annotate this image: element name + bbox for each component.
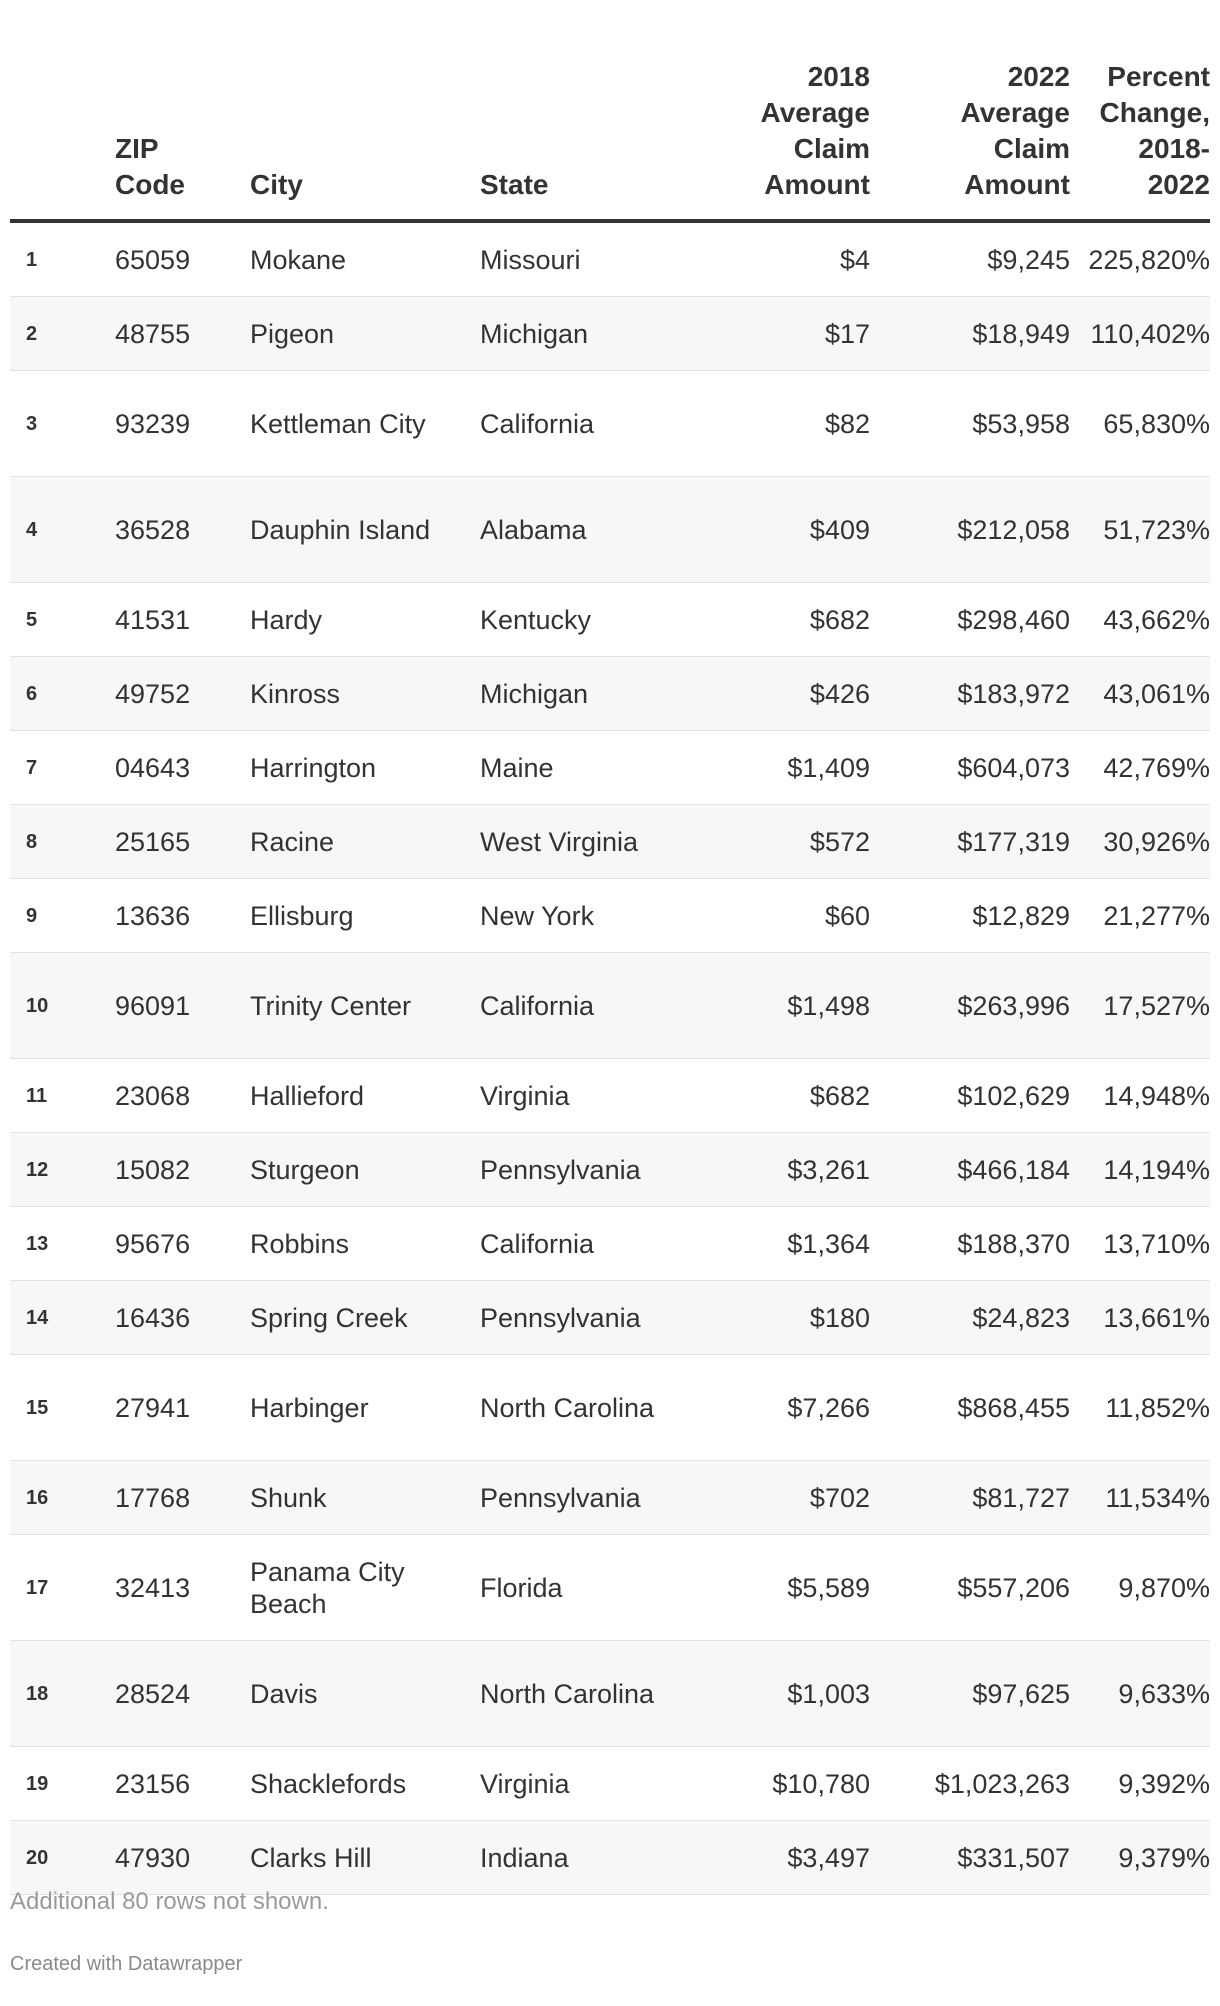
cell-city: Sturgeon xyxy=(250,1133,480,1207)
cell-state: Pennsylvania xyxy=(480,1281,710,1355)
cell-claim-2022: $298,460 xyxy=(870,583,1070,657)
cell-state: North Carolina xyxy=(480,1641,710,1747)
cell-claim-2018: $1,498 xyxy=(710,953,870,1059)
cell-rank: 8 xyxy=(10,805,105,879)
cell-claim-2018: $60 xyxy=(710,879,870,953)
cell-zip-code: 16436 xyxy=(105,1281,250,1355)
cell-city: Robbins xyxy=(250,1207,480,1281)
cell-state: Indiana xyxy=(480,1821,710,1895)
cell-state: Florida xyxy=(480,1535,710,1641)
table-row xyxy=(10,1747,1210,1821)
cell-percent-change: 51,723% xyxy=(1070,477,1210,583)
cell-claim-2018: $572 xyxy=(710,805,870,879)
cell-zip-code: 23156 xyxy=(105,1747,250,1821)
cell-rank: 15 xyxy=(10,1355,105,1461)
cell-claim-2018: $10,780 xyxy=(710,1747,870,1821)
cell-claim-2022: $24,823 xyxy=(870,1281,1070,1355)
cell-claim-2018: $426 xyxy=(710,657,870,731)
cell-claim-2018: $4 xyxy=(710,221,870,297)
cell-claim-2018: $3,497 xyxy=(710,1821,870,1895)
cell-rank: 6 xyxy=(10,657,105,731)
cell-claim-2018: $1,409 xyxy=(710,731,870,805)
cell-rank: 4 xyxy=(10,477,105,583)
cell-rank: 5 xyxy=(10,583,105,657)
cell-percent-change: 11,534% xyxy=(1070,1461,1210,1535)
cell-zip-code: 49752 xyxy=(105,657,250,731)
cell-state: Virginia xyxy=(480,1059,710,1133)
cell-claim-2022: $177,319 xyxy=(870,805,1070,879)
cell-claim-2018: $180 xyxy=(710,1281,870,1355)
cell-claim-2022: $81,727 xyxy=(870,1461,1070,1535)
cell-claim-2018: $17 xyxy=(710,297,870,371)
cell-zip-code: 17768 xyxy=(105,1461,250,1535)
cell-zip-code: 25165 xyxy=(105,805,250,879)
cell-zip-code: 93239 xyxy=(105,371,250,477)
cell-zip-code: 27941 xyxy=(105,1355,250,1461)
cell-rank: 12 xyxy=(10,1133,105,1207)
cell-percent-change: 13,710% xyxy=(1070,1207,1210,1281)
cell-zip-code: 23068 xyxy=(105,1059,250,1133)
cell-rank: 14 xyxy=(10,1281,105,1355)
cell-rank: 7 xyxy=(10,731,105,805)
cell-percent-change: 17,527% xyxy=(1070,953,1210,1059)
cell-state: Pennsylvania xyxy=(480,1133,710,1207)
table-row xyxy=(10,1355,1210,1461)
claims-table xyxy=(10,0,1210,1895)
header-2018-average-claim[interactable]: 2018 Average Claim Amount xyxy=(710,0,870,221)
table-row xyxy=(10,657,1210,731)
cell-percent-change: 14,948% xyxy=(1070,1059,1210,1133)
cell-state: Kentucky xyxy=(480,583,710,657)
cell-rank: 16 xyxy=(10,1461,105,1535)
cell-claim-2022: $1,023,263 xyxy=(870,1747,1070,1821)
cell-city: Pigeon xyxy=(250,297,480,371)
header-row xyxy=(10,0,1210,221)
cell-state: Pennsylvania xyxy=(480,1461,710,1535)
cell-state: Michigan xyxy=(480,297,710,371)
cell-claim-2018: $5,589 xyxy=(710,1535,870,1641)
cell-zip-code: 48755 xyxy=(105,297,250,371)
cell-state: California xyxy=(480,953,710,1059)
cell-claim-2018: $409 xyxy=(710,477,870,583)
cell-claim-2018: $682 xyxy=(710,1059,870,1133)
cell-claim-2022: $102,629 xyxy=(870,1059,1070,1133)
cell-claim-2018: $682 xyxy=(710,583,870,657)
cell-rank: 2 xyxy=(10,297,105,371)
cell-claim-2018: $3,261 xyxy=(710,1133,870,1207)
cell-zip-code: 41531 xyxy=(105,583,250,657)
table-container xyxy=(10,0,1210,1895)
cell-claim-2022: $18,949 xyxy=(870,297,1070,371)
table-row xyxy=(10,1059,1210,1133)
cell-percent-change: 110,402% xyxy=(1070,297,1210,371)
cell-state: California xyxy=(480,1207,710,1281)
table-row xyxy=(10,1535,1210,1641)
cell-percent-change: 42,769% xyxy=(1070,731,1210,805)
cell-claim-2022: $12,829 xyxy=(870,879,1070,953)
cell-rank: 18 xyxy=(10,1641,105,1747)
credit-line: Created with Datawrapper xyxy=(10,1953,243,1975)
cell-claim-2018: $82 xyxy=(710,371,870,477)
cell-state: New York xyxy=(480,879,710,953)
cell-percent-change: 9,392% xyxy=(1070,1747,1210,1821)
cell-claim-2022: $466,184 xyxy=(870,1133,1070,1207)
table-notes: Additional 80 rows not shown. xyxy=(10,1888,329,1915)
cell-zip-code: 15082 xyxy=(105,1133,250,1207)
cell-zip-code: 96091 xyxy=(105,953,250,1059)
cell-rank: 11 xyxy=(10,1059,105,1133)
cell-rank: 13 xyxy=(10,1207,105,1281)
cell-claim-2018: $702 xyxy=(710,1461,870,1535)
cell-percent-change: 43,061% xyxy=(1070,657,1210,731)
header-state[interactable]: State xyxy=(480,0,710,221)
cell-city: Spring Creek xyxy=(250,1281,480,1355)
cell-city: Dauphin Island xyxy=(250,477,480,583)
cell-rank: 9 xyxy=(10,879,105,953)
table-row xyxy=(10,221,1210,297)
table-row xyxy=(10,583,1210,657)
cell-state: Virginia xyxy=(480,1747,710,1821)
header-2022-average-claim[interactable]: 2022 Average Claim Amount xyxy=(870,0,1070,221)
table-row xyxy=(10,1821,1210,1895)
table-row xyxy=(10,805,1210,879)
cell-zip-code: 32413 xyxy=(105,1535,250,1641)
cell-percent-change: 65,830% xyxy=(1070,371,1210,477)
cell-claim-2022: $188,370 xyxy=(870,1207,1070,1281)
header-percent-change[interactable]: Percent Change, 2018- 2022 xyxy=(1070,0,1210,221)
cell-city: Shunk xyxy=(250,1461,480,1535)
table-row xyxy=(10,1461,1210,1535)
cell-city: Trinity Center xyxy=(250,953,480,1059)
cell-city: Racine xyxy=(250,805,480,879)
cell-city: Hardy xyxy=(250,583,480,657)
header-city[interactable]: City xyxy=(250,0,480,221)
table-row xyxy=(10,371,1210,477)
cell-state: Alabama xyxy=(480,477,710,583)
header-rank[interactable] xyxy=(10,0,105,221)
cell-rank: 17 xyxy=(10,1535,105,1641)
cell-percent-change: 21,277% xyxy=(1070,879,1210,953)
cell-claim-2022: $97,625 xyxy=(870,1641,1070,1747)
cell-city: Kinross xyxy=(250,657,480,731)
cell-claim-2022: $183,972 xyxy=(870,657,1070,731)
table-row xyxy=(10,1641,1210,1747)
cell-zip-code: 36528 xyxy=(105,477,250,583)
cell-percent-change: 30,926% xyxy=(1070,805,1210,879)
cell-state: California xyxy=(480,371,710,477)
table-row xyxy=(10,1207,1210,1281)
cell-claim-2022: $53,958 xyxy=(870,371,1070,477)
cell-percent-change: 9,870% xyxy=(1070,1535,1210,1641)
cell-city: Harbinger xyxy=(250,1355,480,1461)
cell-claim-2022: $868,455 xyxy=(870,1355,1070,1461)
table-row xyxy=(10,1281,1210,1355)
table-row xyxy=(10,477,1210,583)
cell-percent-change: 9,379% xyxy=(1070,1821,1210,1895)
cell-zip-code: 04643 xyxy=(105,731,250,805)
cell-city: Ellisburg xyxy=(250,879,480,953)
cell-state: Missouri xyxy=(480,221,710,297)
cell-city: Davis xyxy=(250,1641,480,1747)
cell-zip-code: 65059 xyxy=(105,221,250,297)
cell-claim-2022: $212,058 xyxy=(870,477,1070,583)
cell-zip-code: 95676 xyxy=(105,1207,250,1281)
cell-claim-2018: $7,266 xyxy=(710,1355,870,1461)
cell-claim-2022: $557,206 xyxy=(870,1535,1070,1641)
cell-percent-change: 11,852% xyxy=(1070,1355,1210,1461)
cell-rank: 19 xyxy=(10,1747,105,1821)
cell-city: Kettleman City xyxy=(250,371,480,477)
table-row xyxy=(10,879,1210,953)
cell-state: North Carolina xyxy=(480,1355,710,1461)
cell-rank: 10 xyxy=(10,953,105,1059)
cell-zip-code: 28524 xyxy=(105,1641,250,1747)
cell-claim-2022: $604,073 xyxy=(870,731,1070,805)
table-row xyxy=(10,297,1210,371)
cell-city: Harrington xyxy=(250,731,480,805)
cell-claim-2018: $1,003 xyxy=(710,1641,870,1747)
cell-percent-change: 43,662% xyxy=(1070,583,1210,657)
cell-rank: 3 xyxy=(10,371,105,477)
table-row xyxy=(10,953,1210,1059)
cell-city: Panama City Beach xyxy=(250,1535,480,1641)
cell-claim-2022: $9,245 xyxy=(870,221,1070,297)
table-row xyxy=(10,1133,1210,1207)
cell-zip-code: 13636 xyxy=(105,879,250,953)
cell-percent-change: 225,820% xyxy=(1070,221,1210,297)
cell-rank: 1 xyxy=(10,221,105,297)
cell-state: Michigan xyxy=(480,657,710,731)
cell-claim-2022: $331,507 xyxy=(870,1821,1070,1895)
table-row xyxy=(10,731,1210,805)
cell-city: Clarks Hill xyxy=(250,1821,480,1895)
table-body xyxy=(10,221,1210,1895)
cell-zip-code: 47930 xyxy=(105,1821,250,1895)
cell-percent-change: 14,194% xyxy=(1070,1133,1210,1207)
header-zip-code[interactable]: ZIP Code xyxy=(105,0,250,221)
cell-state: West Virginia xyxy=(480,805,710,879)
cell-city: Shacklefords xyxy=(250,1747,480,1821)
cell-claim-2022: $263,996 xyxy=(870,953,1070,1059)
cell-claim-2018: $1,364 xyxy=(710,1207,870,1281)
cell-city: Hallieford xyxy=(250,1059,480,1133)
cell-city: Mokane xyxy=(250,221,480,297)
cell-percent-change: 13,661% xyxy=(1070,1281,1210,1355)
cell-percent-change: 9,633% xyxy=(1070,1641,1210,1747)
cell-state: Maine xyxy=(480,731,710,805)
cell-rank: 20 xyxy=(10,1821,105,1895)
